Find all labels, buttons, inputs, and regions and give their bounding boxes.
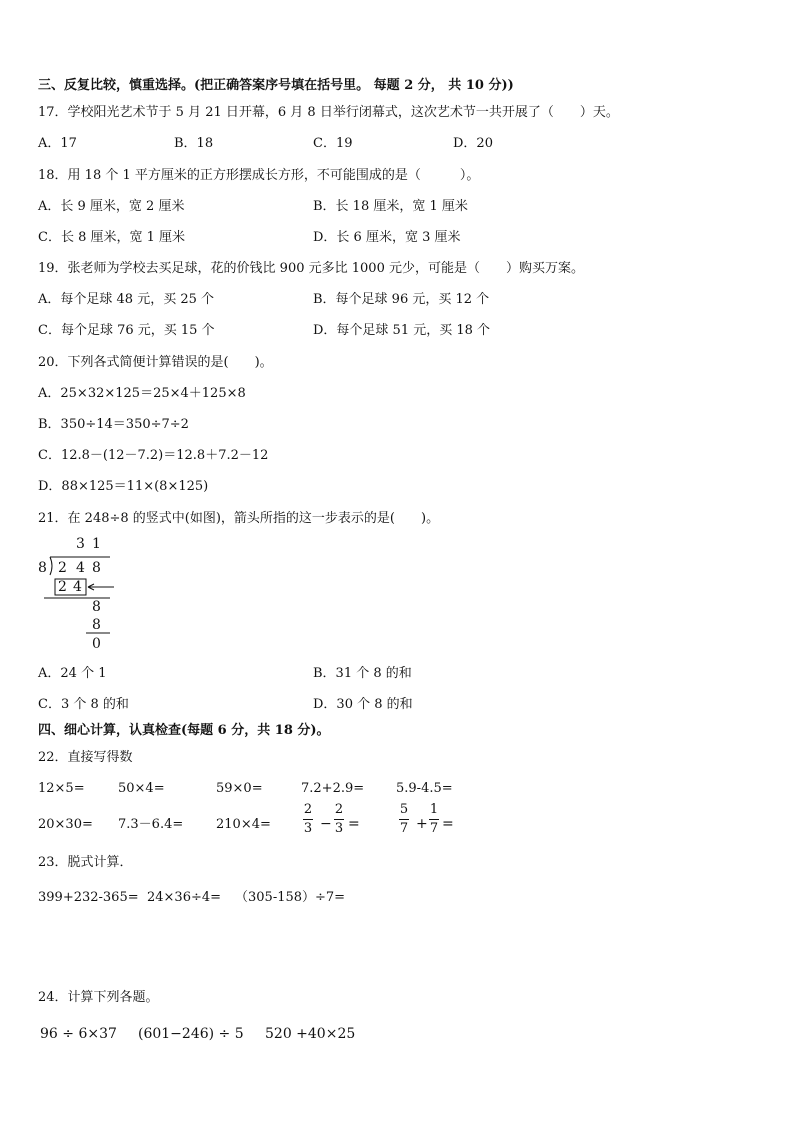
q17-stem: 17．学校阳光艺术节于 5 月 21 日开幕，6 月 8 日举行闭幕式，这次艺术节一共开展了（ ）天。 [38, 105, 619, 120]
step3-digit: 8 [92, 617, 101, 633]
quotient-digit: 1 [92, 536, 101, 552]
q20-option-c: C．12.8－(12－7.2)＝12.8＋7.2－12 [38, 448, 269, 463]
q23-item: （305-158）÷7= [235, 890, 346, 905]
fraction [399, 803, 409, 836]
q21-option-a: A．24 个 1 [38, 666, 107, 681]
quotient-digit: 3 [76, 536, 85, 552]
numerator: 2 [303, 802, 313, 817]
q18-stem: 18．用 18 个 1 平方厘米的正方形摆成长方形，不可能围成的是（ ）。 [38, 168, 480, 183]
numerator: 1 [429, 802, 439, 817]
q17-option-b: B．18 [174, 136, 214, 151]
denominator: 3 [334, 821, 344, 836]
q22-item: 20×30= [38, 817, 93, 832]
long-division-figure [36, 536, 126, 656]
q19-option-a: A．每个足球 48 元，买 25 个 [38, 292, 215, 307]
equals: = [442, 816, 454, 832]
denominator: 7 [399, 821, 409, 836]
q23-item: 399+232-365= [38, 890, 139, 905]
q24-item: (601−246) ÷ 5 [138, 1026, 244, 1042]
q22-item: 59×0= [216, 781, 263, 796]
q18-option-c: C．长 8 厘米，宽 1 厘米 [38, 230, 186, 245]
q24-item: 520 +40×25 [265, 1026, 356, 1042]
fraction [429, 803, 439, 836]
fraction [334, 803, 344, 836]
q24-item: 96 ÷ 6×37 [40, 1026, 117, 1042]
q20-option-b: B．350÷14＝350÷7÷2 [38, 417, 189, 432]
q23-item: 24×36÷4= [147, 890, 222, 905]
step1-digit: 2 [58, 579, 67, 595]
q17-option-d: D．20 [453, 136, 493, 151]
q21-option-b: B．31 个 8 的和 [313, 666, 412, 681]
q22-item: 210×4= [216, 817, 271, 832]
q21-option-c: C．3 个 8 的和 [38, 697, 129, 712]
q20-option-a: A．25×32×125＝25×4＋125×8 [38, 386, 246, 401]
q22-item: 5.9-4.5= [396, 781, 453, 796]
q19-option-c: C．每个足球 76 元，买 15 个 [38, 323, 215, 338]
section4-title: 四、细心计算，认真检查(每题 6 分，共 18 分)。 [38, 723, 330, 738]
q19-option-b: B．每个足球 96 元，买 12 个 [313, 292, 490, 307]
q17-option-a: A．17 [38, 136, 77, 151]
q20-option-d: D．88×125＝11×(8×125) [38, 479, 209, 494]
numerator: 5 [399, 802, 409, 817]
operator: + [416, 816, 428, 832]
q19-option-d: D．每个足球 51 元，买 18 个 [313, 323, 491, 338]
q24-stem: 24．计算下列各题。 [38, 990, 159, 1005]
step2-digit: 8 [92, 599, 101, 615]
dividend-digit: 8 [92, 560, 101, 576]
denominator: 3 [303, 821, 313, 836]
dividend-digit: 4 [76, 560, 85, 576]
operator: − [320, 816, 332, 832]
section3-title: 三、反复比较，慎重选择。(把正确答案序号填在括号里。 每题 2 分， 共 10 分)) [38, 78, 514, 93]
q21-stem: 21．在 248÷8 的竖式中(如图)，箭头所指的这一步表示的是( )。 [38, 511, 440, 526]
equals: = [348, 816, 360, 832]
numerator: 2 [334, 802, 344, 817]
q22-stem: 22．直接写得数 [38, 750, 133, 765]
division-bracket [36, 536, 126, 656]
q22-item: 7.2+2.9= [301, 781, 365, 796]
q18-option-b: B．长 18 厘米，宽 1 厘米 [313, 199, 468, 214]
q23-stem: 23．脱式计算． [38, 855, 133, 870]
remainder-digit: 0 [92, 636, 101, 652]
denominator: 7 [429, 821, 439, 836]
q20-stem: 20．下列各式简便计算错误的是( )。 [38, 355, 273, 370]
divisor: 8 [38, 560, 47, 576]
step1-digit: 4 [73, 579, 82, 595]
q17-option-c: C．19 [313, 136, 353, 151]
dividend-digit: 2 [58, 560, 67, 576]
q21-option-d: D．30 个 8 的和 [313, 697, 413, 712]
q22-item: 7.3－6.4= [118, 817, 184, 832]
q18-option-d: D．长 6 厘米，宽 3 厘米 [313, 230, 461, 245]
q18-option-a: A．长 9 厘米，宽 2 厘米 [38, 199, 185, 214]
q22-item: 50×4= [118, 781, 165, 796]
fraction [303, 803, 313, 836]
q19-stem: 19．张老师为学校去买足球，花的价钱比 900 元多比 1000 元少，可能是（ ）购买万案。 [38, 261, 584, 276]
q22-item: 12×5= [38, 781, 85, 796]
